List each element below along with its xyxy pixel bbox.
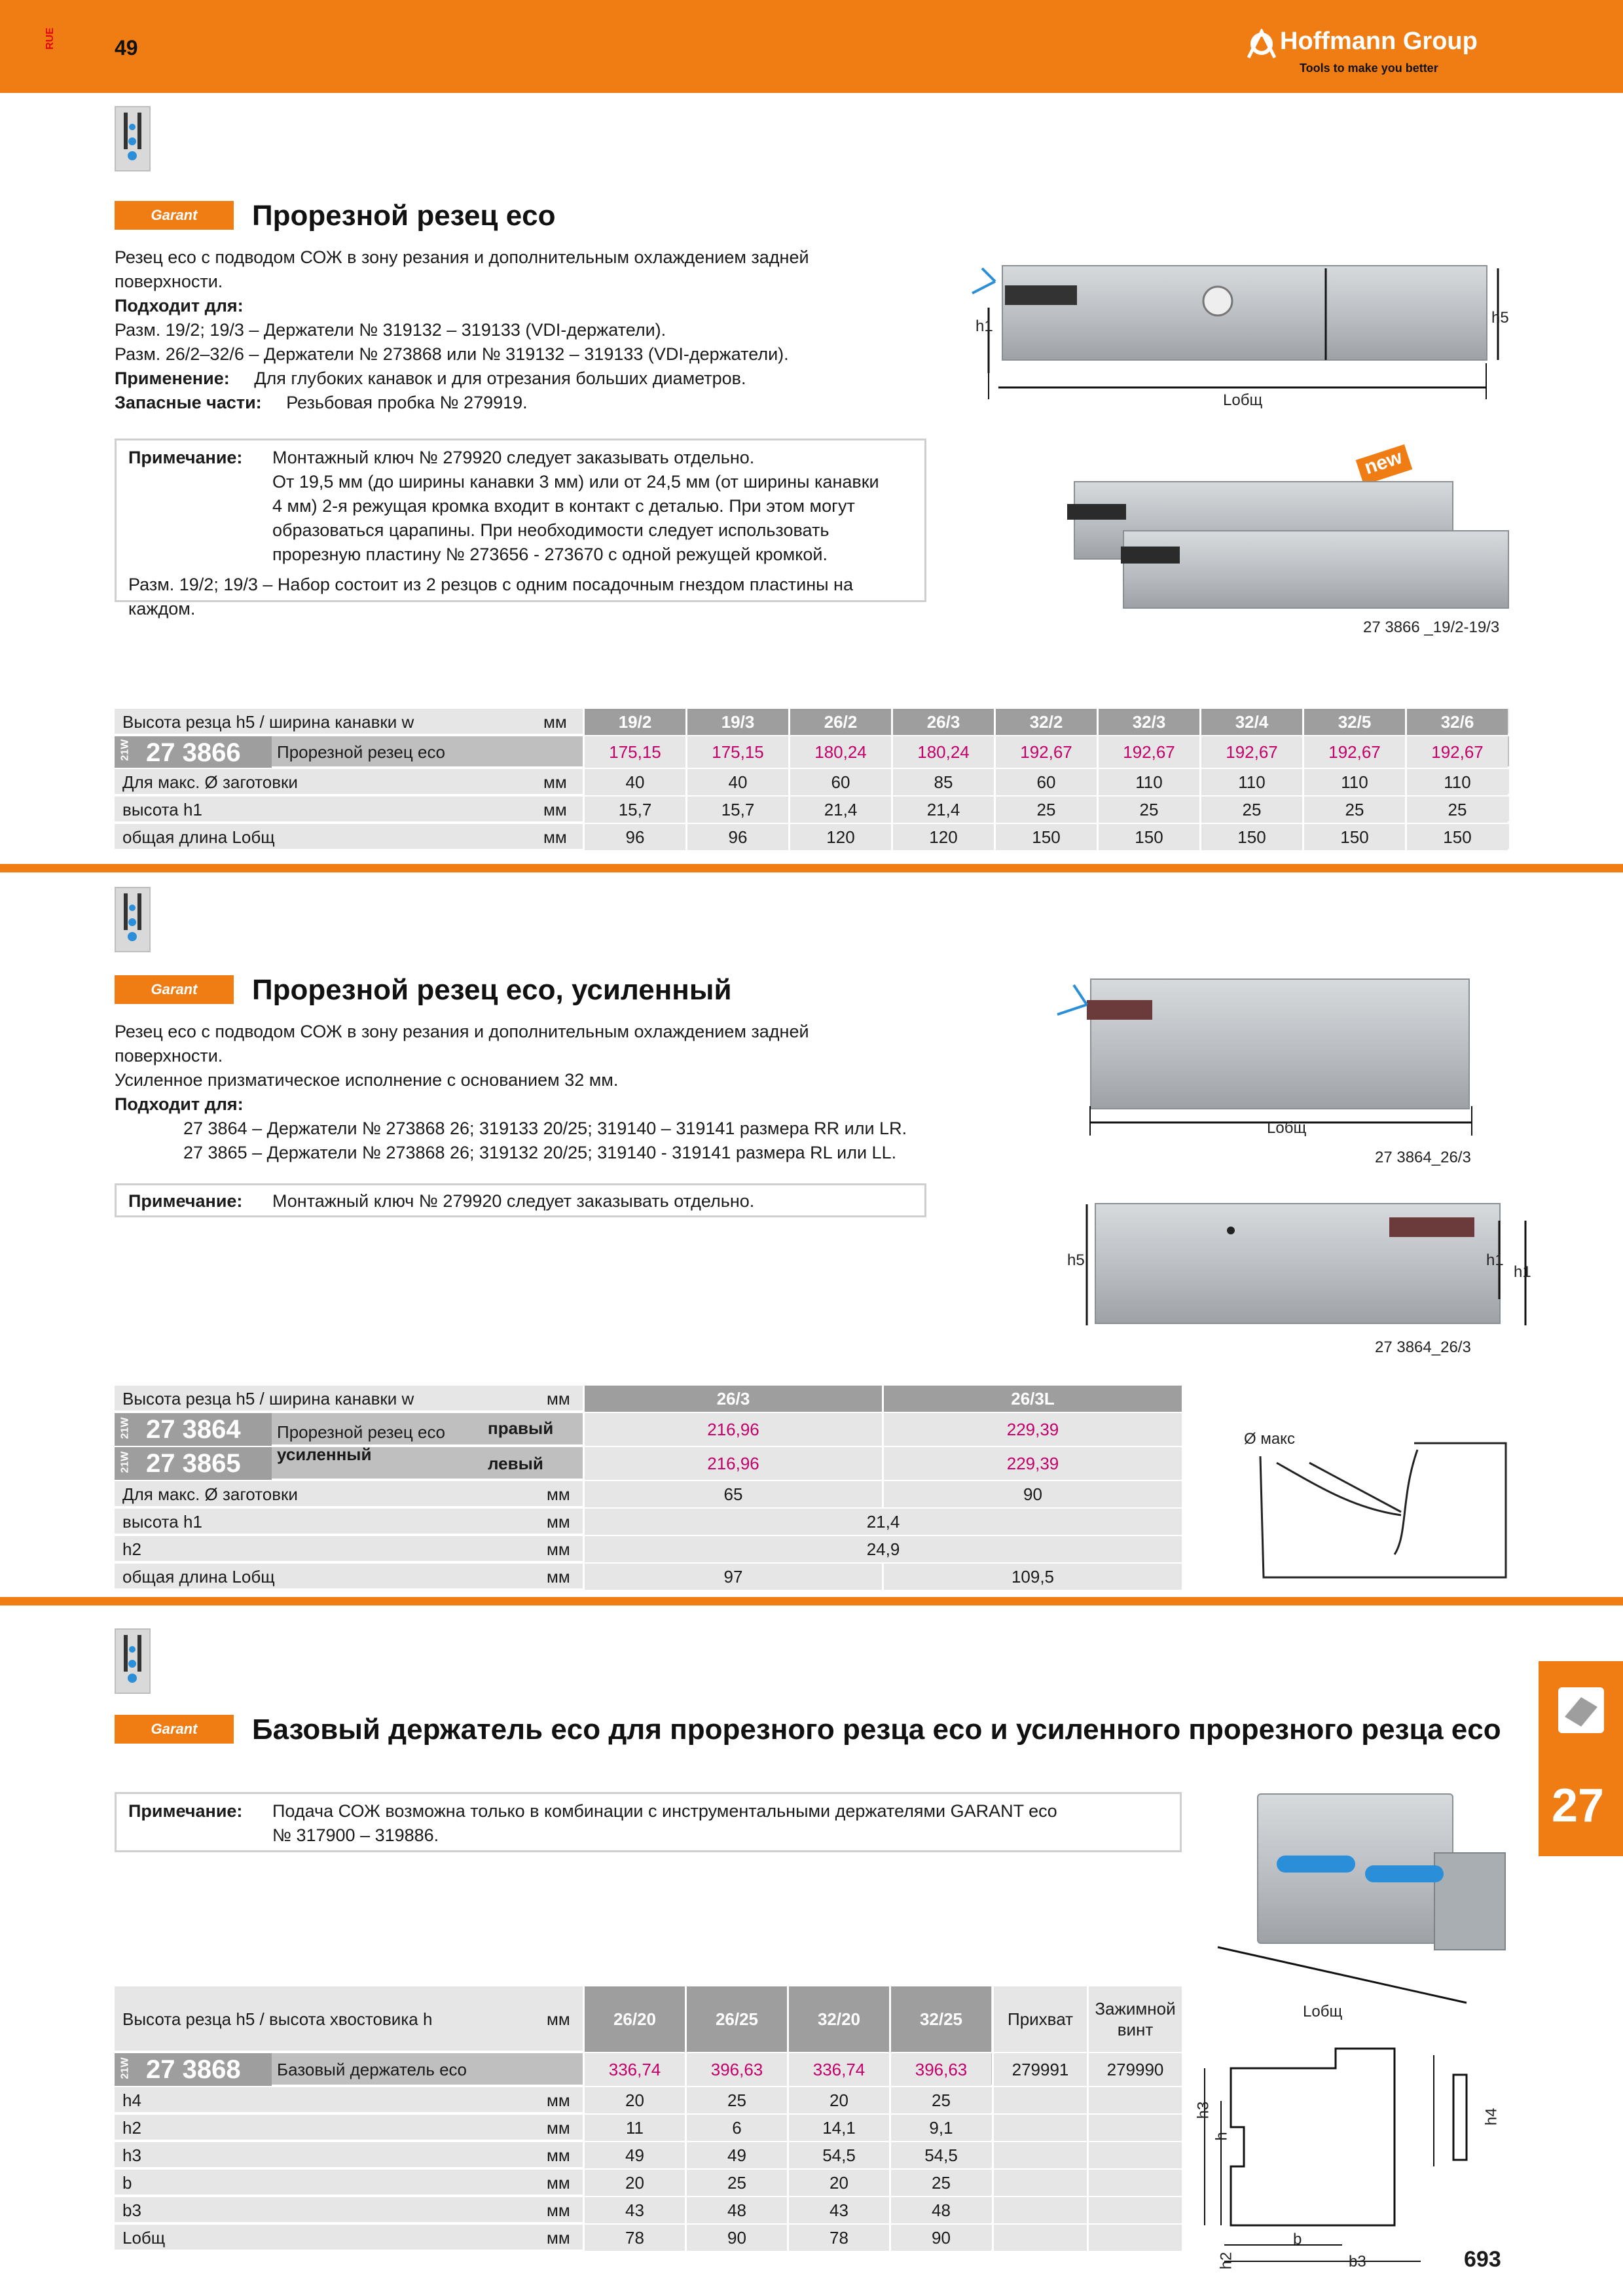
holder-profile-drawing	[1185, 2029, 1512, 2265]
table-cell: 25	[1302, 797, 1405, 823]
table-cell: 48	[889, 2197, 991, 2223]
dim-l: Lобщ	[1223, 391, 1263, 409]
table-row: Lобщ мм	[115, 2225, 1182, 2251]
section2-title: Прорезной резец eco, усиленный	[252, 974, 732, 1006]
dim-h2: h2	[1217, 2251, 1235, 2270]
garant-badge: Garant	[115, 201, 234, 230]
table-cell: 40	[685, 769, 788, 795]
table-cell: 32/5	[1302, 709, 1405, 735]
reinforced-dimension-drawing	[1034, 949, 1493, 1139]
table-cell: 21,4	[891, 797, 994, 823]
table-cell: 20	[583, 2170, 685, 2196]
table-cell: 40	[583, 769, 685, 795]
section1-title: Прорезной резец eco	[252, 200, 556, 232]
section2-description: Резец eco с подводом СОЖ в зону резания и дополнительным охлаждением задней поверхности. Усиленное призматическое исполнение с основанием 32 мм. Подходит для: 27 3864 – Держатели № 273868 26; 319133 20/25; 319140 – 319141 размера RR или LR. 27 3865 – Держатели № 273868 26; 319132 20/25; 319140 - 319141 размера RL или LL.	[115, 1022, 907, 1162]
table-cell: 54,5	[787, 2142, 889, 2168]
table-cell: 110	[1302, 769, 1405, 795]
dim-h1: h1	[1514, 1263, 1531, 1281]
table-cell: 49	[583, 2142, 685, 2168]
table-header: 26/20	[583, 1986, 685, 2052]
table-cell: 120	[788, 824, 891, 850]
table-cell: 60	[994, 769, 1097, 795]
table-cell: 32/6	[1405, 709, 1508, 735]
table-cell: 20	[583, 2087, 685, 2113]
article-number[interactable]: 27 3864	[115, 1413, 272, 1446]
section3-note: Примечание: Подача СОЖ возможна только в комбинации с инструментальными держателями GARANT eco № 317900 – 319886.	[115, 1792, 1182, 1852]
dim-h5: h5	[1491, 309, 1509, 327]
dim-h3: h3	[1194, 2101, 1213, 2119]
dim-h1: h1	[976, 317, 993, 335]
table-cell: 78	[787, 2225, 889, 2251]
table-row: b мм	[115, 2170, 1182, 2196]
tool-image-lower	[1123, 530, 1509, 609]
table-cell: 192,67	[1405, 736, 1508, 768]
table-row: h3 мм	[115, 2142, 1182, 2168]
article-number[interactable]: 27 3868	[115, 2053, 272, 2086]
coolant-icon	[115, 1628, 151, 1694]
chapter-tab[interactable]: 27	[1539, 1661, 1623, 1856]
table-cell: 25	[1097, 797, 1199, 823]
table-cell: 14,1	[787, 2115, 889, 2141]
section3-title: Базовый держатель eco для прорезного резца eco и усиленного прорезного резца eco	[252, 1713, 1501, 1746]
table-cell: 25	[685, 2087, 787, 2113]
table-cell: 54,5	[889, 2142, 991, 2168]
table-cell: 43	[787, 2197, 889, 2223]
table-cell: 25	[889, 2087, 991, 2113]
table-cell: 120	[891, 824, 994, 850]
table-cell: 192,67	[1097, 736, 1199, 768]
dim-b3: b3	[1349, 2253, 1366, 2270]
left-label: левый	[488, 1454, 543, 1473]
table-cell: 6	[685, 2115, 787, 2141]
figure-caption: 27 3866 _19/2-19/3	[1363, 619, 1500, 636]
table-cell: 90	[889, 2225, 991, 2251]
table-cell: 20	[787, 2087, 889, 2113]
table-cell: 192,67	[994, 736, 1097, 768]
table-cell: 32/3	[1097, 709, 1199, 735]
price-cell: 336,74	[583, 2053, 685, 2086]
table-cell: 110	[1097, 769, 1199, 795]
brand-logo[interactable]: Hoffmann Group	[1280, 27, 1478, 55]
table-cell: 85	[891, 769, 994, 795]
base-holder-side	[1434, 1852, 1506, 1950]
table-cell: 26/3	[891, 709, 994, 735]
table-cell: 150	[1199, 824, 1302, 850]
right-label: правый	[488, 1418, 554, 1438]
table-cell: 192,67	[1302, 736, 1405, 768]
table-cell: 48	[685, 2197, 787, 2223]
table-cell: 96	[685, 824, 788, 850]
table-header: 32/25	[889, 1986, 991, 2052]
insert-image	[1121, 547, 1180, 564]
coolant-icon	[115, 887, 151, 952]
table-header: 32/20	[787, 1986, 889, 2052]
max-diameter-label: Ø макс	[1244, 1430, 1295, 1448]
price-cell: 396,63	[685, 2053, 787, 2086]
price-cell: 336,74	[787, 2053, 889, 2086]
table-cell: 49	[685, 2142, 787, 2168]
table-cell: 32/4	[1199, 709, 1302, 735]
table-cell: 25	[1199, 797, 1302, 823]
article-number[interactable]: 27 3865	[115, 1447, 272, 1480]
coolant-channel-icon	[1277, 1856, 1355, 1873]
table-cell: 20	[787, 2170, 889, 2196]
product-table-273864: Высота резца h5 / ширина канавки w мм 27 3864 27 3865 21W 21W Прорезной резец eco усиленный правый левый Для макс. Ø заготовки мм высота h1 мм h2 мм общая длина Lобщ мм 26/3 26/3L 216,96 229,39 216,96 229,39 65 90 21,4 24,9 97 109,5	[115, 1386, 1182, 1585]
top-page-number: 49	[115, 36, 138, 60]
table-cell: 175,15	[685, 736, 788, 768]
table-cell: 19/3	[685, 709, 788, 735]
table-cell: 175,15	[583, 736, 685, 768]
table-cell: 110	[1405, 769, 1508, 795]
table-cell: 90	[685, 2225, 787, 2251]
table-cell: 150	[994, 824, 1097, 850]
table-row: h2 мм	[115, 2115, 1182, 2141]
table-cell: 19/2	[583, 709, 685, 735]
table-cell: 21,4	[788, 797, 891, 823]
garant-badge: Garant	[115, 975, 234, 1004]
max-diameter-drawing	[1244, 1430, 1512, 1581]
coolant-channel-icon	[1365, 1865, 1444, 1882]
holder-length-drawing	[1205, 1937, 1499, 2016]
price-cell: 396,63	[889, 2053, 991, 2086]
hoffmann-logo-icon	[1247, 29, 1276, 59]
table-cell: 11	[583, 2115, 685, 2141]
table-cell: 9,1	[889, 2115, 991, 2141]
table-cell: 43	[583, 2197, 685, 2223]
dim-l: Lобщ	[1267, 1119, 1307, 1137]
table-cell: 150	[1097, 824, 1199, 850]
dim-h5: h5	[1067, 1251, 1085, 1269]
table-cell: 150	[1405, 824, 1508, 850]
coolant-icon	[115, 106, 151, 171]
section2-note: Примечание: Монтажный ключ № 279920 следует заказывать отдельно.	[115, 1183, 926, 1217]
table-cell: 78	[583, 2225, 685, 2251]
table-cell: 25	[685, 2170, 787, 2196]
table-row: b3 мм	[115, 2197, 1182, 2223]
product-table-273866: Высота резца h5 / ширина канавки w мм 27 3866 21W Прорезной резец eco Для макс. Ø заготовки мм высота h1 мм общая длина Lобщ мм 19/2 175,15 40 15,7 96 19/3 175,15 40 15,7 96 26/2 180,24 60 21,4 120 26/3 180,24 85 21,4 120 32/2 192,67 60 25 150 32/3 192,67 110 25 150 32/4 192,67 110 25 150 32/5 192,67 110 25 150 32/6 192,67 110 25 150	[115, 709, 1509, 850]
table-cell: 26/2	[788, 709, 891, 735]
article-name: Базовый держатель eco	[277, 2060, 467, 2079]
table-cell: 15,7	[583, 797, 685, 823]
tool-dimension-drawing	[969, 242, 1506, 412]
dim-h1: h1	[1486, 1251, 1504, 1269]
insert-image	[1067, 504, 1126, 520]
dim-h4: h4	[1482, 2108, 1501, 2126]
section1-note: Примечание: Монтажный ключ № 279920 следует заказывать отдельно. От 19,5 мм (до ширины канавки 3 мм) или от 24,5 мм (от ширины канавки 4 мм) 2-я режущая кромка входит в контакт с деталью. При этом могут образоваться царапины. При необходимости следует использовать прорезную пластину № 273656 - 273670 с одной режущей кромкой. Разм. 19/2; 19/3 – Набор состоит из 2 резцов с одним посадочным гнездом пластины на каждом.	[115, 439, 926, 602]
table-cell: 110	[1199, 769, 1302, 795]
brand-tagline: Tools to make you better	[1300, 62, 1438, 75]
table-cell: 150	[1302, 824, 1405, 850]
article-name: Прорезной резец eco	[277, 1422, 445, 1442]
language-code: RUE	[44, 27, 56, 50]
section-divider	[0, 1597, 1623, 1605]
table-cell: 25	[889, 2170, 991, 2196]
section1-description: Резец eco с подводом СОЖ в зону резания и дополнительным охлаждением задней поверхности. Подходит для: Разм. 19/2; 19/3 – Держатели № 319132 – 319133 (VDI-держатели). Разм. 26/2–32/6 – Держатели № 273868 или № 319132 – 319133 (VDI-держатели). Применение: Для глубоких канавок и для отрезания больших диаметров. Запасные части: Резьбовая пробка № 279919.	[115, 247, 809, 412]
side-dimension-drawing	[1048, 1201, 1558, 1332]
dim-l: Lобщ	[1303, 2003, 1343, 2020]
dim-h: h	[1213, 2132, 1231, 2141]
table-cell: 32/2	[994, 709, 1097, 735]
table-cell: 96	[583, 824, 685, 850]
garant-badge: Garant	[115, 1715, 234, 1744]
figure-caption: 27 3864_26/3	[1375, 1149, 1471, 1166]
table-cell: 25	[994, 797, 1097, 823]
product-table-273868: Высота резца h5 / высота хвостовика h мм 27 3868 21W Базовый держатель eco 26/20 336,74 26/25 396,63 32/20 336,74 32/25 396,63 h4 мм 20 25 20 25 h2 мм 11 6 14,1 9,1 h3 мм 49 49 54,5 54,5 b мм 20 25 20 25 b3 мм 43 48 43 48 Lобщ мм 78 90 78 90 Прихват Зажимной винт 279991 279990	[115, 1986, 1182, 2281]
table-row: h4 мм	[115, 2087, 1182, 2113]
table-cell: 25	[1405, 797, 1508, 823]
insert-chapter-icon	[1552, 1681, 1611, 1740]
article-name: усиленный	[277, 1444, 372, 1464]
table-header: 26/25	[685, 1986, 787, 2052]
table-cell: 60	[788, 769, 891, 795]
figure-caption: 27 3864_26/3	[1375, 1338, 1471, 1356]
new-badge: new	[1356, 444, 1413, 485]
section-divider	[0, 864, 1623, 872]
article-number[interactable]: 27 3866	[115, 736, 272, 768]
table-cell: 180,24	[788, 736, 891, 768]
table-cell: 15,7	[685, 797, 788, 823]
page-number: 693	[1464, 2247, 1501, 2272]
table-cell: 180,24	[891, 736, 994, 768]
article-name: Прорезной резец eco	[277, 742, 445, 762]
dim-b: b	[1293, 2231, 1302, 2248]
table-cell: 192,67	[1199, 736, 1302, 768]
